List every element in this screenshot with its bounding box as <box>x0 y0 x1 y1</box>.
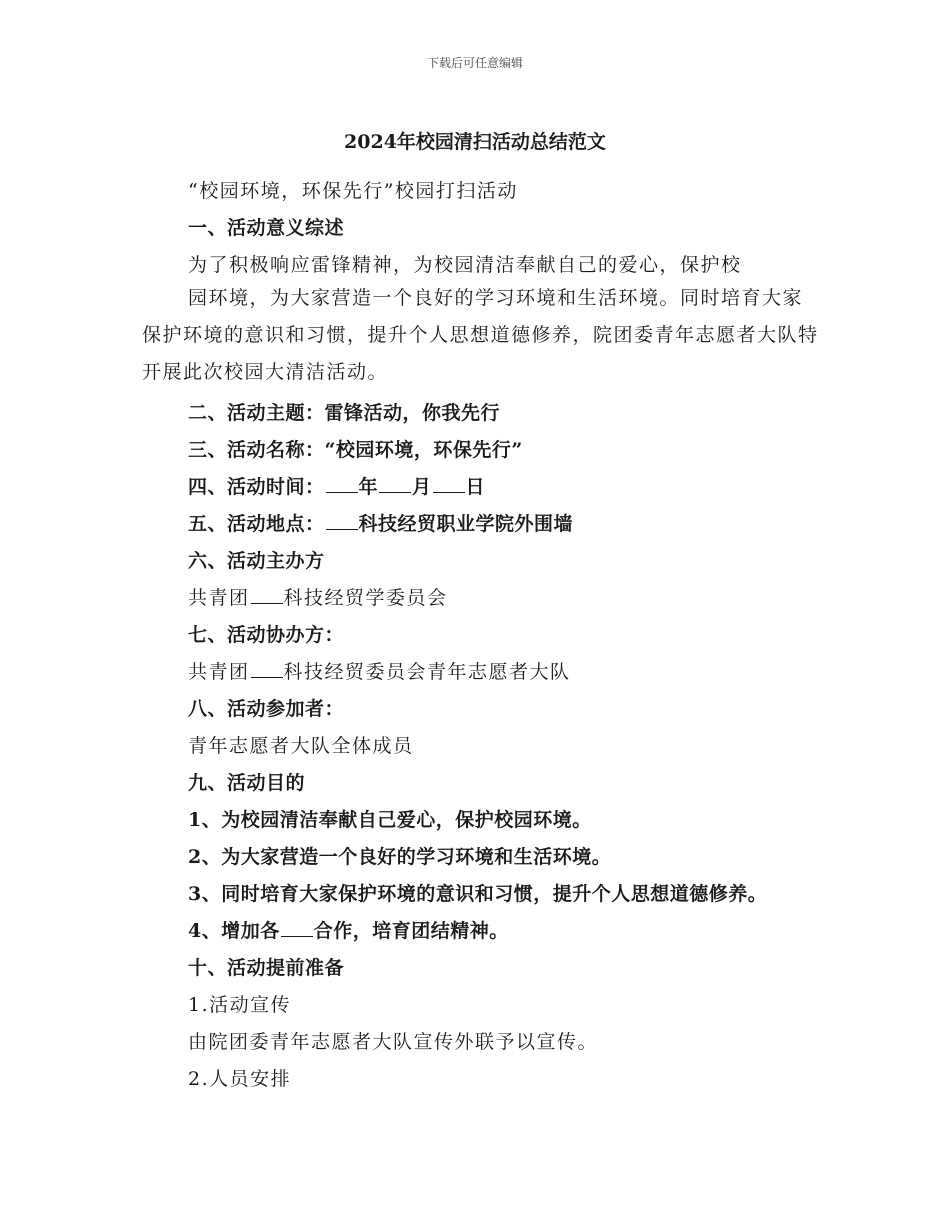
section-4 <box>188 472 485 499</box>
section-1-paragraph-text: 园环境，为大家营造一个良好的学习环境和生活环境。同时培育大家保护环境的意识和习惯，提升个人思想道德修养，院团委青年志愿者大队特开展此次校园大清洁活动。 <box>142 287 819 383</box>
section-7-suffix: 科技经贸委员会青年志愿者大队 <box>283 661 571 683</box>
section-5-label: 五、活动地点： <box>188 513 325 535</box>
purpose-4 <box>188 916 509 943</box>
section-4-label: 四、活动时间： <box>188 476 325 498</box>
section-6-suffix: 科技经贸学委员会 <box>283 587 448 609</box>
purpose-4-blank <box>281 918 313 937</box>
organizer-blank <box>251 585 283 604</box>
section-10-heading: 十、活动提前准备 <box>188 957 345 979</box>
section-6-prefix: 共青团 <box>188 587 250 609</box>
section-5-place: 科技经贸职业学院外围墙 <box>358 513 574 535</box>
purpose-4-prefix: 4、增加各 <box>188 920 280 942</box>
co-organizer-blank <box>251 659 283 678</box>
section-8-content: 青年志愿者大队全体成员 <box>188 735 414 757</box>
section-7-heading: 七、活动协办方： <box>188 624 345 646</box>
purpose-2: 2、为大家营造一个良好的学习环境和生活环境。 <box>188 846 612 868</box>
subtitle: “校园环境，环保先行”校园打扫活动 <box>188 180 518 202</box>
section-1-line-1: 为了积极响应雷锋精神，为校园清洁奉献自己的爱心，保护校 <box>188 254 742 276</box>
month-blank <box>379 474 411 493</box>
document-title: 2024年校园清扫活动总结范文 <box>344 131 606 153</box>
prep-2-heading: 2.人员安排 <box>188 1068 292 1090</box>
section-3: 三、活动名称：“校园环境，环保先行” <box>188 439 523 461</box>
prep-1-heading: 1.活动宣传 <box>188 994 292 1016</box>
purpose-4-suffix: 合作，培育团结精神。 <box>313 920 509 942</box>
section-1-heading: 一、活动意义综述 <box>188 217 345 239</box>
purpose-3: 3、同时培育大家保护环境的意识和习惯，提升个人思想道德修养。 <box>188 883 768 905</box>
purpose-1: 1、为校园清洁奉献自己爱心，保护校园环境。 <box>188 809 592 831</box>
place-blank <box>326 511 358 530</box>
section-9-heading: 九、活动目的 <box>188 772 306 794</box>
section-1-paragraph <box>142 280 822 391</box>
header-note: 下载后可任意编辑 <box>426 56 523 70</box>
section-7-prefix: 共青团 <box>188 661 250 683</box>
section-2: 二、活动主题：雷锋活动，你我先行 <box>188 402 501 424</box>
section-6-content <box>188 583 448 610</box>
year-blank <box>326 474 358 493</box>
section-7-content <box>188 657 571 684</box>
year-label: 年 <box>358 476 379 498</box>
section-8-heading: 八、活动参加者： <box>188 698 345 720</box>
prep-1-content: 由院团委青年志愿者大队宣传外联予以宣传。 <box>188 1031 599 1053</box>
section-6-heading: 六、活动主办方 <box>188 550 325 572</box>
month-label: 月 <box>412 476 432 498</box>
day-blank <box>433 474 465 493</box>
day-label: 日 <box>465 476 486 498</box>
section-5 <box>188 509 573 536</box>
